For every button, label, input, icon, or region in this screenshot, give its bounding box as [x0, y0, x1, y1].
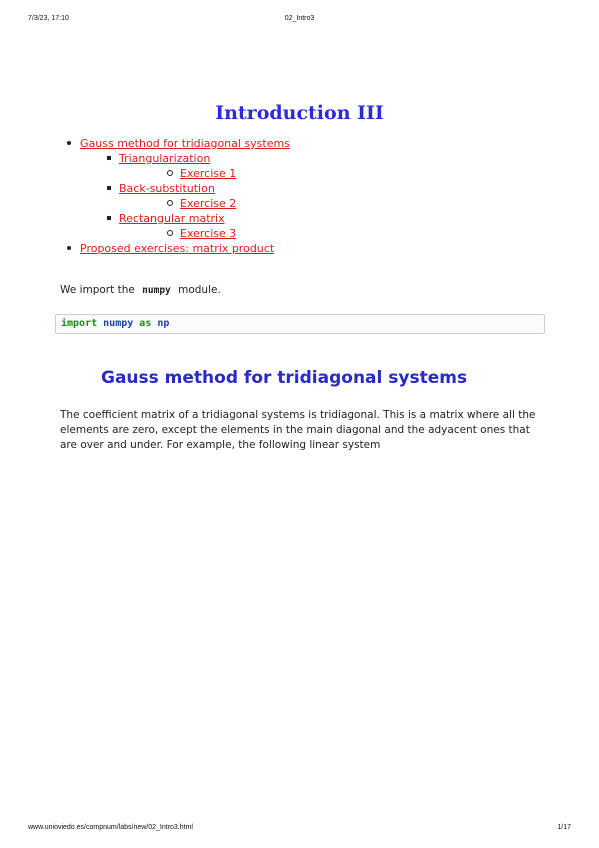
toc-item-gauss: [62, 136, 290, 241]
table-of-contents: [62, 136, 290, 256]
body-paragraph: The coefficient matrix of a tridiagonal systems is tridiagonal. This is a matrix where all the elements are zero, except the elements in the main diagonal and the adyacent ones that are over and under. For example, the following linear system: [60, 409, 536, 451]
toc-item-back-substitution: [80, 181, 290, 211]
toc-item-rectangular-matrix: [80, 211, 290, 241]
toc-link-exercise-2[interactable]: Exercise 2: [180, 197, 237, 210]
print-page-number: 1/17: [557, 824, 571, 831]
print-header: [28, 15, 571, 25]
toc-item-exercise-3: [119, 226, 290, 241]
import-paragraph: [60, 283, 221, 298]
import-text-after: module.: [178, 284, 221, 296]
toc-link-proposed-exercises[interactable]: Proposed exercises: matrix product: [80, 242, 275, 255]
import-text-before: We import the: [60, 284, 135, 296]
toc-link-rectangular-matrix[interactable]: Rectangular matrix: [119, 212, 225, 225]
toc-link-gauss[interactable]: Gauss method for tridiagonal systems: [80, 137, 290, 150]
code-keyword-as: as: [139, 318, 152, 329]
toc-link-exercise-1[interactable]: Exercise 1: [180, 167, 237, 180]
page-title: Introduction III: [215, 102, 384, 124]
toc-item-exercise-1: [119, 166, 290, 181]
print-footer: [28, 824, 571, 834]
toc-link-triangularization[interactable]: Triangularization: [119, 152, 211, 165]
toc-link-back-substitution[interactable]: Back-substitution: [119, 182, 215, 195]
section-heading: Gauss method for tridiagonal systems: [101, 368, 468, 388]
print-doc-title: 02_Intro3: [284, 15, 315, 22]
print-url: www.unioviedo.es/compnum/labs/new/02_Intro3.html: [28, 824, 193, 831]
toc-link-exercise-3[interactable]: Exercise 3: [180, 227, 237, 240]
print-datetime: 7/3/23, 17:10: [28, 15, 69, 22]
code-keyword-import: import: [61, 318, 98, 329]
code-module-name: numpy: [103, 318, 134, 329]
code-cell[interactable]: [55, 314, 545, 334]
inline-code-numpy: numpy: [142, 285, 171, 296]
toc-item-exercise-2: [119, 196, 290, 211]
code-alias: np: [157, 318, 170, 329]
toc-item-triangularization: [80, 151, 290, 181]
toc-item-proposed-exercises: [62, 241, 290, 256]
